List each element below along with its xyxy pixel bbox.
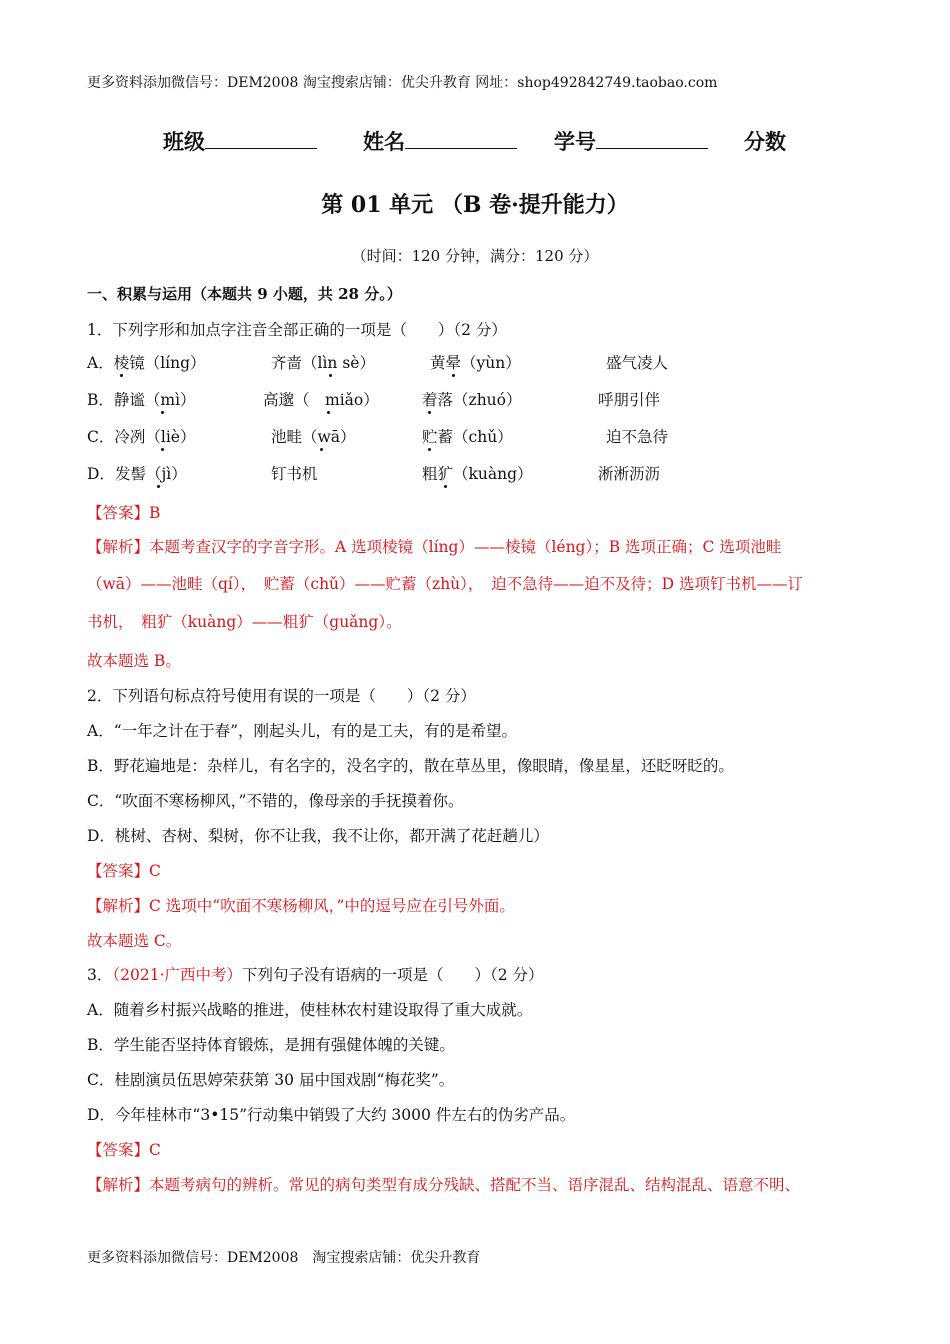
class-blank[interactable] [205,130,317,149]
class-field [163,126,317,156]
dotted-char: 犷 [437,465,454,483]
option-text: 池 [271,428,287,446]
page-title: 第 01 单元 （B 卷·提升能力） [321,192,629,218]
q1-option-d [87,462,187,484]
q3-number: 3． [87,966,113,984]
q1-option-a [87,351,206,373]
option-text: 蓄 [437,428,454,446]
name-label: 姓名 [363,129,405,154]
q2-option-a: A．“一年之计在于春”，刚起头儿，有的是工夫，有的是希望。 [87,722,518,740]
class-label: 班级 [163,129,205,154]
q3-answer: 【答案】C [87,1141,161,1159]
q2-stem: 2．下列语句标点符号使用有误的一项是（ ）（2 分） [87,687,476,705]
dotted-char: 冽（liè） [129,428,196,446]
q1-answer: 【答案】B [87,504,161,522]
exam-time-info: （时间：120 分钟，满分：120 分） [351,247,599,265]
q1-option-a-item3 [430,351,521,373]
q2-answer: 【答案】C [87,862,161,880]
number-label: 学号 [554,129,596,154]
q1-option-b [87,388,196,410]
q1-conclusion: 故本题选 B。 [87,652,181,670]
q3-analysis: 【解析】本题考病句的辨析。常见的病句类型有成分残缺、搭配不当、语序混乱、结构混乱、语意不明、 [87,1176,801,1194]
q1-option-c-item4: 迫不急待 [606,428,669,446]
dotted-char: 晕 [445,354,462,372]
dotted-char: 啬（lìn sè） [286,354,375,372]
option-text: （kuàng） [453,465,533,483]
dotted-char: 谧（mì） [129,391,196,409]
option-text: 冷 [114,428,130,446]
option-text: 静 [113,391,130,409]
q3-stem-text: 下列句子没有语病的一项是（ ）（2 分） [242,966,544,984]
q1-option-b-item3 [422,388,522,410]
q2-analysis: 【解析】C 选项中“吹面不寒杨柳风，”中的逗号应在引号外面。 [87,897,515,915]
q1-option-b-item2 [263,388,379,410]
q1-option-c-item3 [422,425,513,447]
page-header: 更多资料添加微信号：DEM2008 淘宝搜索店铺：优尖升教育 网址：shop492842749.taobao.com [87,75,718,91]
number-blank[interactable] [596,130,708,149]
option-text: （yùn） [461,354,521,372]
q3-option-a: A．随着乡村振兴战略的推进，使桂林农村建设取得了重大成就。 [87,1001,533,1019]
option-letter: A． [87,354,114,372]
option-text: 高 [263,391,279,409]
name-field [363,126,517,156]
option-text: （chǔ） [453,428,513,446]
dotted-char: 畦（wā） [286,428,356,446]
dotted-char: 邈（ miǎo） [278,391,379,409]
q1-analysis-line1: 【解析】本题考查汉字的字音字形。A 选项棱镜（líng）——棱镜（léng）；B 选项正确；C 选项池畦 [87,538,782,556]
option-letter: B． [87,391,114,409]
q1-analysis-line3: 书机， 粗犷（kuàng）——粗犷（guǎng）。 [87,613,402,631]
option-text: 齐 [271,354,287,372]
q1-option-d-item4: 淅淅沥沥 [598,465,661,483]
score-label: 分数 [744,129,786,154]
q1-option-c [87,425,195,447]
dotted-char: 贮 [422,428,438,446]
option-text: 镜（líng） [129,354,206,372]
q1-analysis-line2: （wā）——池畦（qí）， 贮蓄（chǔ）——贮蓄（zhù）， 迫不急待——迫不及待；D 选项钉书机——订 [87,575,804,593]
option-letter: D． [87,465,115,483]
q1-option-d-item2: 钉书机 [271,465,318,483]
q1-option-a-item2 [271,351,375,373]
score-field [744,126,786,156]
q3-option-c: C．桂剧演员伍思婷荣获第 30 届中国戏剧“梅花奖”。 [87,1071,455,1089]
section-heading: 一、积累与运用（本题共 9 小题，共 28 分。） [87,285,402,303]
name-blank[interactable] [405,130,517,149]
q1-option-c-item2 [271,425,356,447]
number-field [554,126,708,156]
q2-option-c: C．“吹面不寒杨柳风，”不错的，像母亲的手抚摸着你。 [87,792,464,810]
page-footer: 更多资料添加微信号：DEM2008 淘宝搜索店铺：优尖升教育 [87,1250,481,1266]
q3-option-d: D．今年桂林市“3•15”行动集中销毁了大约 3000 件左右的伪劣产品。 [87,1106,576,1124]
q1-option-d-item3 [422,462,533,484]
dotted-char: 棱 [113,354,130,372]
q1-stem: 1．下列字形和加点字注音全部正确的一项是（ ）（2 分） [87,321,507,339]
q3-stem [87,963,544,985]
q3-option-b: B．学生能否坚持体育锻炼，是拥有强健体魄的关键。 [87,1036,455,1054]
q1-option-b-item4: 呼朋引伴 [598,391,661,409]
option-text: （zhuó） [453,391,522,409]
option-text: 落 [437,391,454,409]
option-text: 发 [114,465,131,483]
option-text: 黄 [430,354,446,372]
q3-source: （2021·广西中考） [112,966,242,984]
option-text: 粗 [422,465,438,483]
q1-option-a-item4: 盛气凌人 [606,354,669,372]
dotted-char: 髻（jì） [130,465,187,483]
option-letter: C． [87,428,115,446]
dotted-char: 着 [422,391,438,409]
q2-conclusion: 故本题选 C。 [87,932,182,950]
q2-option-d: D．桃树、杏树、梨树，你不让我，我不让你，都开满了花赶趟儿） [87,827,549,845]
q2-option-b: B．野花遍地是：杂样儿，有名字的，没名字的，散在草丛里，像眼睛，像星星，还眨呀眨的。 [87,757,734,775]
